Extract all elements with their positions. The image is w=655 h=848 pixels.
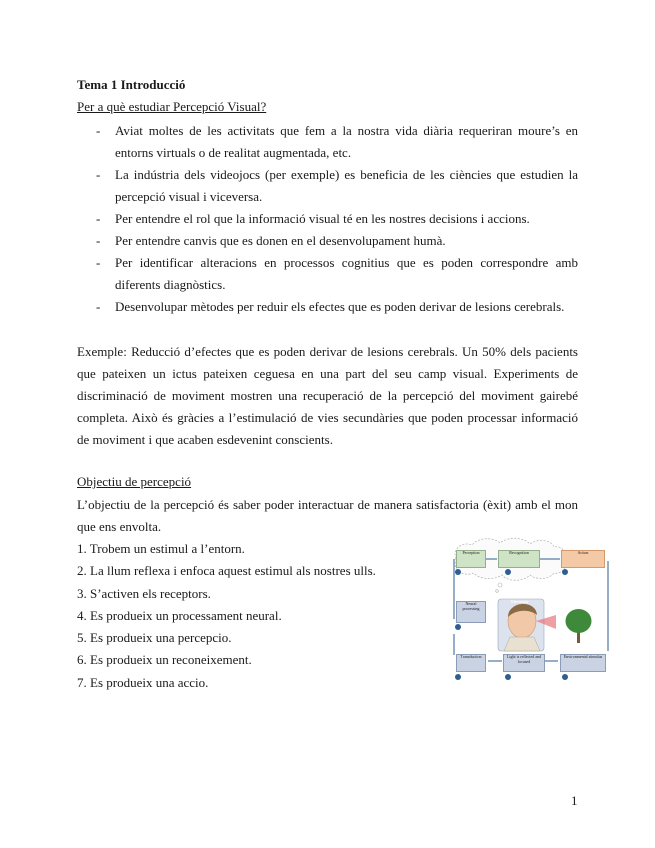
step-number-marker [505, 674, 511, 680]
box-action: Action [561, 550, 605, 568]
step-item: 4. Es produeix un processament neural. [77, 607, 282, 623]
box-electricity: Electricity [511, 599, 529, 604]
box-neural-processing: Neural processing [456, 601, 486, 623]
section-heading-goal: Objectiu de percepció [77, 474, 192, 489]
step-number-marker [455, 569, 461, 575]
tree-icon [566, 609, 592, 633]
bullet-item: - Per entendre canvis que es donen en el desenvolupament humà. [96, 233, 446, 248]
step-number-marker [455, 624, 461, 630]
step-item: 5. Es produeix una percepcio. [77, 630, 232, 646]
step-item: 2. La llum reflexa i enfoca aquest estimul als nostres ulls. [77, 563, 376, 579]
bullet-item: - Per entendre el rol que la informació visual té en les nostres decisions i accions. [96, 211, 530, 226]
step-item: 3. S’activen els receptors. [77, 585, 211, 601]
step-number-marker [562, 674, 568, 680]
goal-intro-paragraph: L’objectiu de la percepció és saber poder interactuar de manera satisfactoria (èxit) amb el mon que ens envolta. [77, 497, 578, 534]
page-title: Tema 1 Introducció [77, 77, 186, 92]
bullet-item: - La indústria dels videojocs (per exemple) es beneficia de les ciències que estudien la percepció visual i viceversa. [96, 167, 578, 204]
step-number-marker [455, 674, 461, 680]
thought-bubble-dot [496, 590, 499, 593]
step-number-marker [505, 569, 511, 575]
shoulders [504, 637, 540, 651]
perceptual-process-figure [450, 537, 611, 691]
bullet-list [77, 120, 578, 318]
box-perception: Perception [456, 550, 486, 568]
section-heading-why: Per a què estudiar Percepció Visual? [77, 99, 267, 114]
bullet-item: - Aviat moltes de les activitats que fem a la nostra vida diària requeriran moure’s en entorns virtuals o de realitat augmentada, etc. [96, 123, 578, 160]
step-item: 1. Trobem un estimul a l’entorn. [77, 541, 245, 556]
steps-list [77, 538, 376, 694]
page-number: 1 [571, 793, 578, 808]
box-stimulus: Environmental stimulus [560, 654, 606, 672]
thought-bubble-dot [498, 583, 502, 587]
bullet-item: - Per identificar alteracions en processos cognitius que es poden correspondre amb diferents diagnòstics. [96, 255, 578, 292]
bullet-item: - Desenvolupar mètodes per reduir els efectes que es poden derivar de lesions cerebrals. [96, 299, 565, 314]
box-recognition: Recognition [498, 550, 540, 568]
step-number-marker [562, 569, 568, 575]
box-receptor: Light is reflected and focused [503, 654, 545, 672]
example-paragraph: Exemple: Reducció d’efectes que es poden derivar de lesions cerebrals. Un 50% dels pacients que pateixen un ictus pateixen ceguesa en una part del seu camp visual. Experiments de discriminació de moviment mostren una recuperació de la percepció del moviment gairebé completa. Això és gràcies a l’estimulació de vies secundàries que poden processar informació de moviment i que acaben esdevenint conscients. [77, 344, 578, 447]
box-transduction: Transduction [456, 654, 486, 672]
step-item: 7. Es produeix una accio. [77, 674, 209, 690]
step-item: 6. Es produeix un reconeixement. [77, 652, 252, 668]
